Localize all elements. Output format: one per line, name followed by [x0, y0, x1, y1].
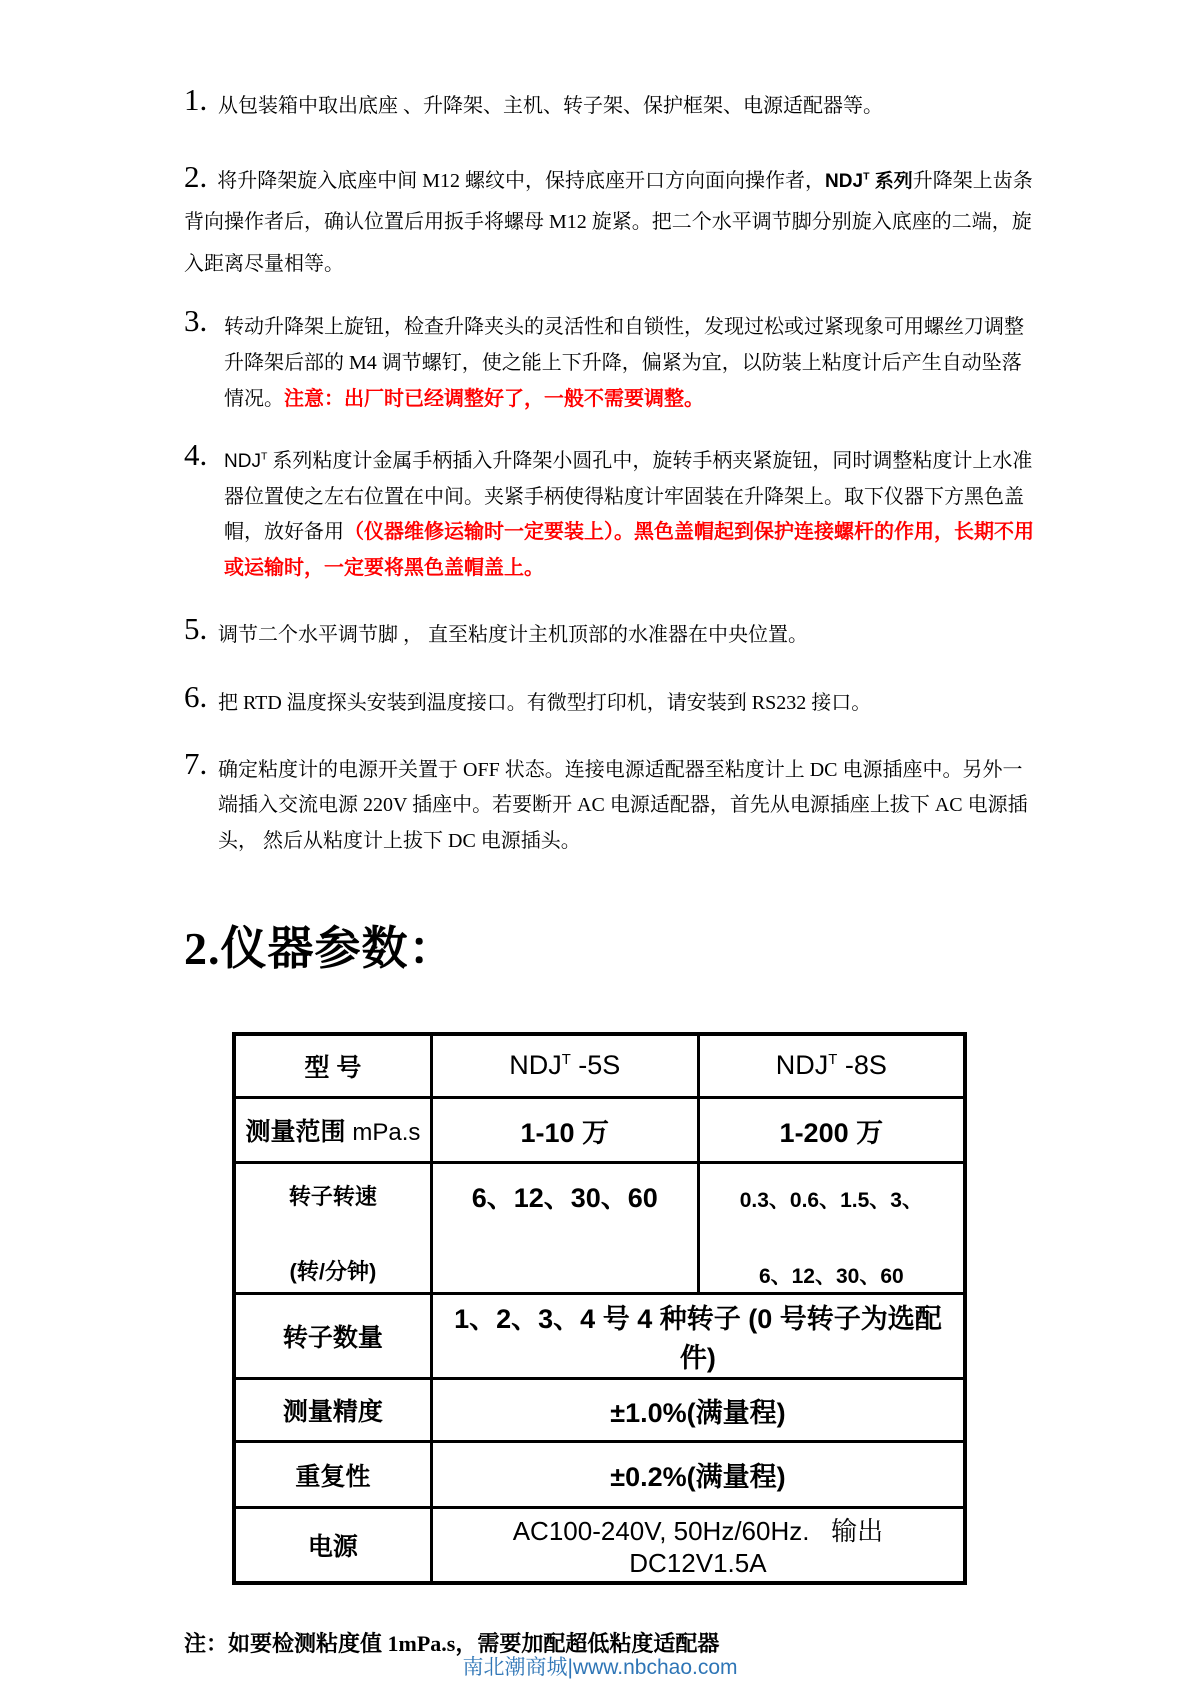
accuracy-value: ±1.0%(满量程)	[431, 1379, 965, 1442]
step-3-seg1: 转动升降架上旋钮，检查升降夹头的灵活性和自锁性，发现过松或过紧现象可用螺丝刀调整升降架后部的 M4 调节螺钉，使之能上下升降，偏紧为宜，以防装上粘度计后产生自动坠落情况。	[224, 316, 1024, 410]
rotors-value: 1、2、3、4 号 4 种转子 (0 号转子为选配件)	[431, 1294, 965, 1379]
table-row-speed	[234, 1163, 965, 1294]
step-3-text	[218, 305, 1040, 417]
table-row-accuracy	[234, 1379, 965, 1442]
step-2	[184, 158, 1040, 286]
model-ndjt-8s: $NDJ^T$ -8S	[698, 1034, 965, 1098]
step-6-body: 把 RTD 温度探头安装到温度接口。有微型打印机，请安装到 RS232 接口。	[218, 692, 872, 715]
row-label-rotors: 转子数量	[234, 1294, 431, 1379]
note-text: 注：如要检测粘度值 1mPa.s，需要加配超低粘度适配器	[184, 1631, 720, 1656]
step-3-warning: 注意：出厂时已经调整好了，一般不需要调整。	[284, 387, 704, 410]
step-2-seg1: 将升降架旋入底座中间 M12 螺纹中，保持底座开口方向面向操作者，	[217, 169, 826, 192]
step-5-number: 5.	[184, 610, 208, 646]
step-2-text	[184, 158, 1040, 286]
row-label-speed: 转子转速 (转/分钟)	[234, 1163, 431, 1294]
step-7-number: 7.	[184, 745, 208, 781]
brand-ndjt: $NDJ^T$ 系列	[825, 170, 913, 192]
range-value-5s: 1-10 万	[431, 1098, 698, 1163]
table-row-repeatability	[234, 1442, 965, 1508]
step-4-warning: （仪器维修运输时一定要装上）。黑色盖帽起到保护连接螺杆的作用，长期不用或运输时，一定要将黑色盖帽盖上。	[224, 521, 1034, 579]
step-3-number: 3.	[184, 303, 208, 339]
model-ndjt-5s: $NDJ^T$ -5S	[431, 1034, 698, 1098]
footer-link: 南北潮商城|www.nbchao.com	[462, 1656, 738, 1679]
step-7-body: 确定粘度计的电源开关置于 OFF 状态。连接电源适配器至粘度计上 DC 电源插座中。另外一端插入交流电源 220V 插座中。若要断开 AC 电源适配器，首先从电源插座上拔下 AC 电源插头， 然后从粘度计上拔下 DC 电源插头。	[218, 758, 1028, 852]
step-1-body: 从包装箱中取出底座 、升降架、主机、转子架、保护框架、电源适配器等。	[218, 95, 883, 117]
spec-table	[232, 1032, 967, 1586]
step-4	[184, 439, 1040, 586]
speed-value-8s: 0.3、0.6、1.5、3、 6、12、30、60	[698, 1163, 965, 1294]
step-1-number: 1.	[184, 82, 208, 117]
step-4-seg1: 系列粘度计金属手柄插入升降架小圆孔中，旋转手柄夹紧旋钮，同时调整粘度计上水准器位置使之左右位置在中间。夹紧手柄使得粘度计牢固装在升降架上。取下仪器下方黑色盖帽，放好备用	[224, 450, 1033, 544]
row-label-power: 电源	[234, 1508, 431, 1584]
row-label-accuracy: 测量精度	[234, 1379, 431, 1442]
section-title: 2.仪器参数：	[184, 922, 456, 974]
step-6-number: 6.	[184, 679, 208, 715]
step-2-number: 2.	[184, 158, 208, 194]
step-4-text	[218, 439, 1040, 586]
table-row-range	[234, 1098, 965, 1163]
table-row-rotors	[234, 1294, 965, 1379]
step-1-text	[218, 84, 883, 125]
step-6	[184, 681, 1040, 722]
step-2-seg2: 升降架上齿条背向操作者后，确认位置后用扳手将螺母 M12 旋紧。把二个水平调节脚分别旋入底座的二端，旋入距离尽量相等。	[184, 169, 1033, 275]
step-5-text	[218, 613, 808, 654]
brand-ndjt: $NDJ^T$	[224, 451, 268, 473]
row-label-repeatability: 重复性	[234, 1442, 431, 1508]
repeatability-value: ±0.2%(满量程)	[431, 1442, 965, 1508]
row-label-range: 测量范围 mPa.s	[234, 1098, 431, 1163]
table-row-model	[234, 1034, 965, 1098]
step-7-text	[218, 748, 1040, 860]
row-label-model: 型 号	[234, 1034, 431, 1098]
step-6-text	[218, 681, 871, 722]
range-value-8s: 1-200 万	[698, 1098, 965, 1163]
range-unit: mPa.s	[352, 1119, 421, 1146]
step-7	[184, 745, 1040, 860]
step-5-body: 调节二个水平调节脚 ， 直至粘度计主机顶部的水准器在中央位置。	[218, 623, 808, 646]
table-row-power	[234, 1508, 965, 1584]
power-value: AC100-240V, 50Hz/60Hz. 输出 DC12V1.5A	[431, 1508, 965, 1584]
step-3	[184, 305, 1040, 417]
step-5	[184, 610, 1040, 654]
speed-value-5s: 6、12、30、60	[431, 1163, 698, 1294]
step-1	[184, 84, 1040, 125]
step-4-number: 4.	[184, 437, 208, 473]
